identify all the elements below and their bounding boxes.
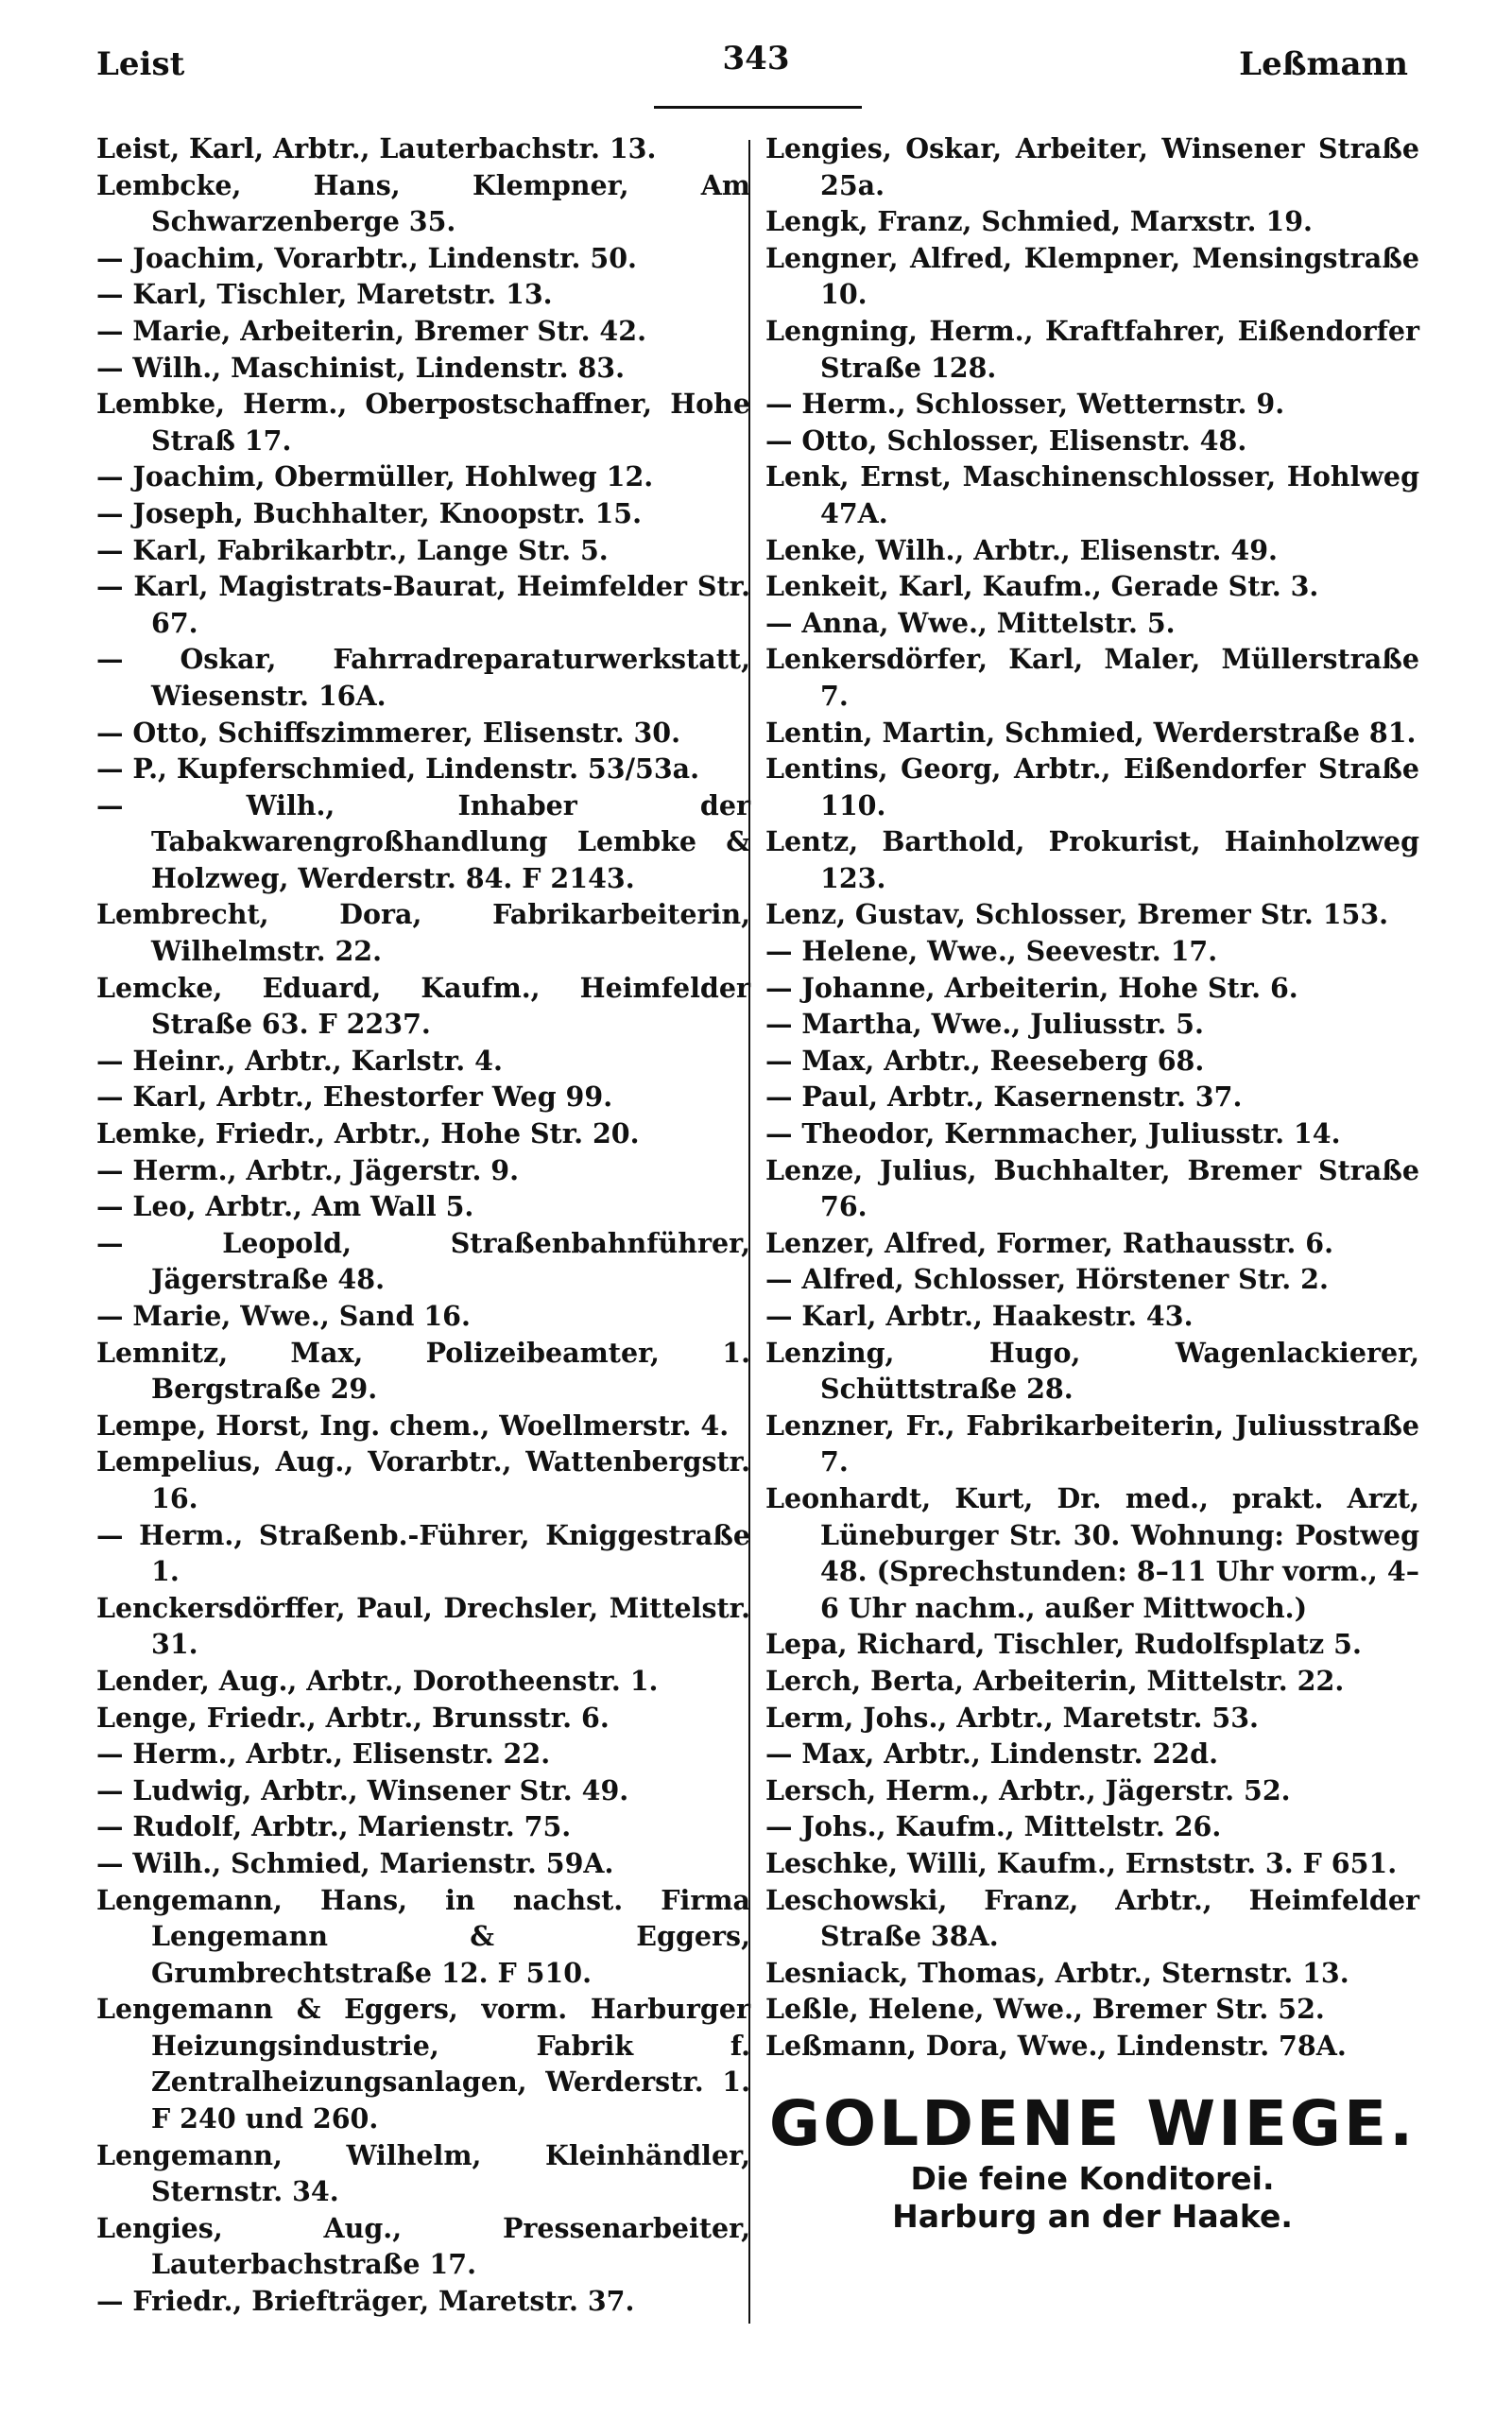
directory-entry: — Otto, Schiffszimmerer, Elisenstr. 30. — [96, 716, 681, 749]
directory-entry: Lengies, Oskar, Arbeiter, Winsener Straße 25a. — [765, 132, 1419, 201]
directory-entry: Lenckersdörffer, Paul, Drechsler, Mittelstr. 31. — [96, 1591, 750, 1661]
header-right-keyword: Leßmann — [1239, 45, 1408, 83]
directory-entry: — Herm., Schlosser, Wetternstr. 9. — [765, 388, 1285, 421]
directory-entry: Lembcke, Hans, Klempner, Am Schwarzenberge 35. — [96, 168, 750, 238]
directory-entry: — Joachim, Obermüller, Hohlweg 12. — [96, 460, 654, 493]
directory-entry: — Heinr., Arbtr., Karlstr. 4. — [96, 1044, 503, 1077]
directory-entry: Lender, Aug., Arbtr., Dorotheenstr. 1. — [96, 1664, 659, 1697]
directory-entry: Lengk, Franz, Schmied, Marxstr. 19. — [765, 205, 1313, 238]
directory-entry: — Marie, Arbeiterin, Bremer Str. 42. — [96, 314, 647, 347]
directory-entry: Lerch, Berta, Arbeiterin, Mittelstr. 22. — [765, 1664, 1345, 1697]
directory-entry: — Anna, Wwe., Mittelstr. 5. — [765, 606, 1176, 639]
directory-entry: Lengies, Aug., Pressenarbeiter, Lauterbachstraße 17. — [96, 2211, 750, 2281]
directory-entry: Lenkersdörfer, Karl, Maler, Müllerstraße 7. — [765, 643, 1419, 712]
directory-entry: — Ludwig, Arbtr., Winsener Str. 49. — [96, 1773, 629, 1806]
directory-entry: Lentin, Martin, Schmied, Werderstraße 81. — [765, 716, 1417, 749]
directory-entry: Lengner, Alfred, Klempner, Mensingstraße 10. — [765, 241, 1419, 311]
directory-entry: — Max, Arbtr., Lindenstr. 22d. — [765, 1737, 1218, 1771]
directory-entry: — Wilh., Schmied, Marienstr. 59A. — [96, 1846, 614, 1879]
ad-line-1: Die feine Konditorei. — [910, 2160, 1275, 2198]
directory-entry: Lersch, Herm., Arbtr., Jägerstr. 52. — [765, 1773, 1291, 1806]
directory-entry: — Alfred, Schlosser, Hörstener Str. 2. — [765, 1263, 1329, 1296]
left-column — [96, 130, 750, 2320]
directory-entry: — Herm., Arbtr., Elisenstr. 22. — [96, 1737, 551, 1771]
directory-entry: Lengning, Herm., Kraftfahrer, Eißendorfer Straße 128. — [765, 314, 1419, 384]
directory-entry: — Helene, Wwe., Seevestr. 17. — [765, 935, 1218, 968]
directory-entry: Lemke, Friedr., Arbtr., Hohe Str. 20. — [96, 1117, 640, 1150]
directory-entry: — Leo, Arbtr., Am Wall 5. — [96, 1190, 474, 1223]
directory-entry: Leonhardt, Kurt, Dr. med., prakt. Arzt, Lüneburger Str. 30. Wohnung: Postweg 48. (Sprechstunden: 8–11 Uhr vorm., 4–6 Uhr nachm., außer Mittwoch.) — [765, 1481, 1419, 1624]
directory-entry: — Karl, Magistrats-Baurat, Heimfelder Str. 67. — [96, 570, 750, 639]
directory-entry: Lentz, Barthold, Prokurist, Hainholzweg 123. — [765, 825, 1419, 894]
header-left-keyword: Leist — [96, 45, 185, 83]
directory-entry: — Rudolf, Arbtr., Marienstr. 75. — [96, 1810, 572, 1843]
directory-entry: Lenge, Friedr., Arbtr., Brunsstr. 6. — [96, 1701, 610, 1734]
directory-entry: — Max, Arbtr., Reeseberg 68. — [765, 1044, 1205, 1077]
directory-entry: — Friedr., Briefträger, Maretstr. 37. — [96, 2285, 635, 2318]
directory-entry: Lenze, Julius, Buchhalter, Bremer Straße 76. — [765, 1153, 1419, 1223]
directory-entry: Lenke, Wilh., Arbtr., Elisenstr. 49. — [765, 533, 1278, 566]
directory-entry: Lenzner, Fr., Fabrikarbeiterin, Juliusstraße 7. — [765, 1409, 1419, 1478]
directory-entry: — Joachim, Vorarbtr., Lindenstr. 50. — [96, 241, 637, 274]
directory-entry: — Johanne, Arbeiterin, Hohe Str. 6. — [765, 971, 1298, 1004]
header-rule — [654, 106, 862, 109]
directory-entry: Lengemann & Eggers, vorm. Harburger Heizungsindustrie, Fabrik f. Zentralheizungsanlagen, Werderstr. 1. F 240 und 260. — [96, 1993, 750, 2135]
directory-entry: Lempelius, Aug., Vorarbtr., Wattenbergstr. 16. — [96, 1445, 750, 1514]
directory-entry: Lemnitz, Max, Polizeibeamter, 1. Bergstraße 29. — [96, 1336, 750, 1406]
directory-entry: Lenzing, Hugo, Wagenlackierer, Schüttstraße 28. — [765, 1336, 1419, 1406]
directory-entry: Leist, Karl, Arbtr., Lauterbachstr. 13. — [96, 132, 657, 164]
directory-entry: — Karl, Arbtr., Haakestr. 43. — [765, 1300, 1194, 1332]
directory-entry: Lerm, Johs., Arbtr., Maretstr. 53. — [765, 1701, 1259, 1734]
directory-entry: Lengemann, Hans, in nachst. Firma Lengemann & Eggers, Grumbrechtstraße 12. F 510. — [96, 1883, 750, 1989]
advertisement — [765, 2088, 1419, 2236]
directory-entry: Lenzer, Alfred, Former, Rathausstr. 6. — [765, 1226, 1334, 1259]
directory-entry: — Karl, Arbtr., Ehestorfer Weg 99. — [96, 1080, 613, 1114]
directory-entry: Lenz, Gustav, Schlosser, Bremer Str. 153. — [765, 898, 1389, 931]
directory-entry: — Joseph, Buchhalter, Knoopstr. 15. — [96, 496, 643, 529]
right-entries — [765, 130, 1419, 2064]
ad-line-2: Harburg an der Haake. — [892, 2198, 1293, 2236]
directory-entry: Lembrecht, Dora, Fabrikarbeiterin, Wilhelmstr. 22. — [96, 898, 750, 968]
directory-entry: — P., Kupferschmied, Lindenstr. 53/53a. — [96, 752, 700, 786]
directory-entry: — Martha, Wwe., Juliusstr. 5. — [765, 1008, 1204, 1041]
directory-entry: Lenk, Ernst, Maschinenschlosser, Hohlweg 47A. — [765, 460, 1419, 529]
directory-entry: — Paul, Arbtr., Kasernenstr. 37. — [765, 1080, 1243, 1114]
directory-entry: Leßle, Helene, Wwe., Bremer Str. 52. — [765, 1993, 1325, 2026]
directory-entry: Lepa, Richard, Tischler, Rudolfsplatz 5. — [765, 1628, 1362, 1661]
directory-entry: Lembke, Herm., Oberpostschaffner, Hohe Straß 17. — [96, 388, 750, 457]
directory-entry: — Leopold, Straßenbahnführer, Jägerstraße 48. — [96, 1226, 750, 1296]
directory-entry: — Theodor, Kernmacher, Juliusstr. 14. — [765, 1117, 1341, 1150]
directory-entry: Lentins, Georg, Arbtr., Eißendorfer Straße 110. — [765, 752, 1419, 821]
directory-entry: — Herm., Arbtr., Jägerstr. 9. — [96, 1153, 520, 1186]
directory-entry: — Herm., Straßenb.-Führer, Kniggestraße 1. — [96, 1518, 750, 1588]
directory-entry: — Karl, Fabrikarbtr., Lange Str. 5. — [96, 533, 609, 566]
directory-entry: Leschowski, Franz, Arbtr., Heimfelder Straße 38A. — [765, 1883, 1419, 1953]
column-divider — [748, 140, 750, 2324]
directory-entry: — Karl, Tischler, Maretstr. 13. — [96, 278, 553, 311]
directory-entry: Leßmann, Dora, Wwe., Lindenstr. 78A. — [765, 2029, 1347, 2062]
directory-entry: — Wilh., Inhaber der Tabakwarengroßhandlung Lembke & Holzweg, Werderstr. 84. F 2143. — [96, 788, 750, 894]
directory-entry: Leschke, Willi, Kaufm., Ernststr. 3. F 651. — [765, 1846, 1398, 1879]
directory-entry: — Wilh., Maschinist, Lindenstr. 83. — [96, 351, 626, 384]
directory-entry: — Oskar, Fahrradreparaturwerkstatt, Wiesenstr. 16A. — [96, 643, 750, 712]
directory-entry: Lenkeit, Karl, Kaufm., Gerade Str. 3. — [765, 570, 1319, 603]
directory-entry: Lengemann, Wilhelm, Kleinhändler, Sternstr. 34. — [96, 2138, 750, 2208]
page-number: 343 — [722, 40, 790, 78]
directory-entry: Lemcke, Eduard, Kaufm., Heimfelder Straße 63. F 2237. — [96, 971, 750, 1041]
right-column — [765, 130, 1419, 2236]
directory-entry: Lempe, Horst, Ing. chem., Woellmerstr. 4. — [96, 1409, 730, 1442]
directory-entry: Lesniack, Thomas, Arbtr., Sternstr. 13. — [765, 1956, 1349, 1989]
ad-title: GOLDENE WIEGE. — [768, 2087, 1417, 2161]
directory-entry: — Johs., Kaufm., Mittelstr. 26. — [765, 1810, 1222, 1843]
directory-entry: — Marie, Wwe., Sand 16. — [96, 1300, 471, 1332]
directory-entry: — Otto, Schlosser, Elisenstr. 48. — [765, 424, 1247, 457]
